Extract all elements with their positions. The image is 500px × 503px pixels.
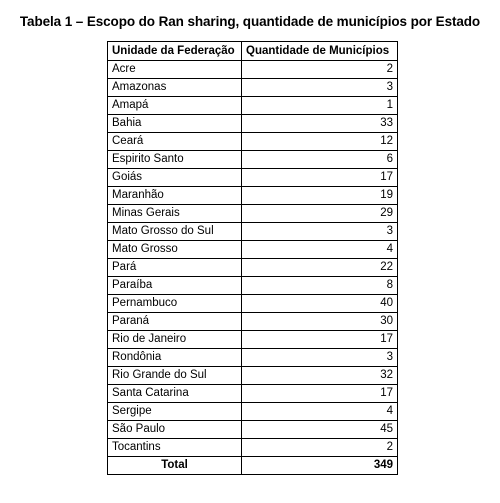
table-row [108, 313, 398, 331]
cell-quantidade: 17 [242, 331, 398, 349]
cell-uf: Goiás [108, 169, 242, 187]
cell-quantidade: 8 [242, 277, 398, 295]
cell-uf: Espirito Santo [108, 151, 242, 169]
cell-quantidade: 2 [242, 61, 398, 79]
cell-uf: Acre [108, 61, 242, 79]
table-row [108, 79, 398, 97]
table-row [108, 151, 398, 169]
cell-uf: Maranhão [108, 187, 242, 205]
cell-quantidade: 12 [242, 133, 398, 151]
cell-uf: Rondônia [108, 349, 242, 367]
header-row [108, 42, 398, 61]
cell-uf: São Paulo [108, 421, 242, 439]
table-row [108, 385, 398, 403]
table-row [108, 61, 398, 79]
cell-uf: Paraná [108, 313, 242, 331]
cell-quantidade: 29 [242, 205, 398, 223]
cell-uf: Paraíba [108, 277, 242, 295]
table-row [108, 97, 398, 115]
header-uf: Unidade da Federação [108, 42, 242, 61]
table-row [108, 223, 398, 241]
cell-quantidade: 40 [242, 295, 398, 313]
total-value: 349 [242, 457, 398, 475]
table-row [108, 295, 398, 313]
table-row [108, 169, 398, 187]
cell-quantidade: 3 [242, 349, 398, 367]
cell-uf: Mato Grosso [108, 241, 242, 259]
cell-quantidade: 2 [242, 439, 398, 457]
table-caption: Tabela 1 – Escopo do Ran sharing, quantidade de municípios por Estado [19, 14, 481, 29]
table-row [108, 439, 398, 457]
cell-quantidade: 30 [242, 313, 398, 331]
cell-uf: Amapá [108, 97, 242, 115]
cell-quantidade: 17 [242, 169, 398, 187]
cell-uf: Pará [108, 259, 242, 277]
cell-quantidade: 4 [242, 403, 398, 421]
total-label: Total [108, 457, 242, 475]
total-row [108, 457, 398, 475]
table-row [108, 115, 398, 133]
cell-uf: Santa Catarina [108, 385, 242, 403]
header-quantidade: Quantidade de Municípios [242, 42, 398, 61]
table-row [108, 277, 398, 295]
cell-uf: Mato Grosso do Sul [108, 223, 242, 241]
cell-quantidade: 4 [242, 241, 398, 259]
cell-uf: Tocantins [108, 439, 242, 457]
table-row [108, 349, 398, 367]
cell-quantidade: 17 [242, 385, 398, 403]
cell-quantidade: 33 [242, 115, 398, 133]
municipalities-table [107, 41, 398, 475]
cell-quantidade: 22 [242, 259, 398, 277]
cell-quantidade: 32 [242, 367, 398, 385]
cell-quantidade: 3 [242, 79, 398, 97]
cell-uf: Sergipe [108, 403, 242, 421]
cell-quantidade: 3 [242, 223, 398, 241]
table-row [108, 241, 398, 259]
table-row [108, 421, 398, 439]
table-row [108, 367, 398, 385]
cell-quantidade: 19 [242, 187, 398, 205]
table-row [108, 133, 398, 151]
cell-quantidade: 45 [242, 421, 398, 439]
table-row [108, 403, 398, 421]
table-row [108, 187, 398, 205]
cell-uf: Bahia [108, 115, 242, 133]
cell-uf: Pernambuco [108, 295, 242, 313]
cell-uf: Amazonas [108, 79, 242, 97]
table-body [108, 61, 398, 475]
table-row [108, 259, 398, 277]
table-row [108, 205, 398, 223]
cell-uf: Minas Gerais [108, 205, 242, 223]
cell-uf: Rio Grande do Sul [108, 367, 242, 385]
cell-uf: Rio de Janeiro [108, 331, 242, 349]
cell-uf: Ceará [108, 133, 242, 151]
cell-quantidade: 6 [242, 151, 398, 169]
table-row [108, 331, 398, 349]
cell-quantidade: 1 [242, 97, 398, 115]
